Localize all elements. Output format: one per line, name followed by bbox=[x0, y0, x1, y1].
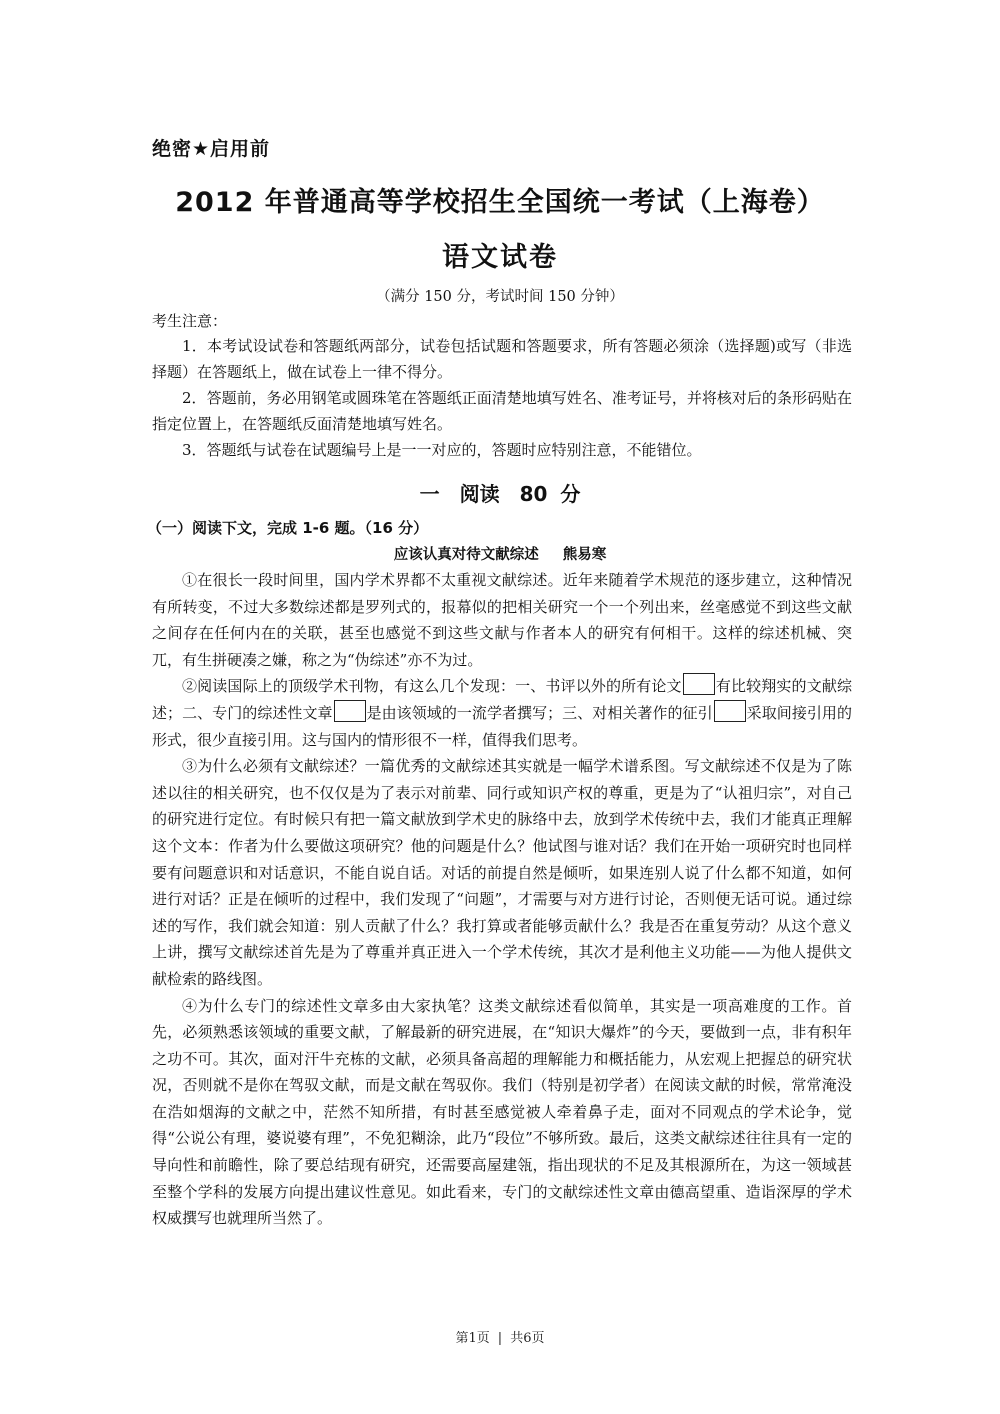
section-title: 一 阅读 80 分 bbox=[419, 482, 581, 506]
page-footer bbox=[300, 1327, 700, 1346]
answer-blank-1 bbox=[683, 673, 715, 695]
notice-item-1: 1．本考试设试卷和答题纸两部分，试卷包括试题和答题要求，所有答题必须涂（选择题)或写（非选择题）在答题纸上，做在试卷上一律不得分。 bbox=[152, 337, 852, 381]
answer-blank-3 bbox=[714, 700, 746, 722]
paragraph-1: ①在很长一段时间里，国内学术界都不太重视文献综述。近年来随着学术规范的逐步建立，这种情况有所转变，不过大多数综述都是罗列式的，报幕似的把相关研究一个一个列出来，丝毫感觉不到这些文献之间存在任何内在的关联，甚至也感觉不到这些文献与作者本人的研究有何相干。这样的综述机械、突兀，有生拼硬凑之嫌，称之为“伪综述”亦不为过。 bbox=[152, 571, 852, 669]
paragraph-2-part-b: 有比较翔实的文献综述；二、专门的综述性文章 bbox=[152, 677, 852, 722]
notice-heading: 考生注意： bbox=[152, 312, 228, 330]
notice-item-3: 3．答题纸与试卷在试题编号上是一一对应的，答题时应特别注意，不能错位。 bbox=[182, 441, 702, 459]
answer-blank-2 bbox=[334, 700, 366, 722]
paragraph-2 bbox=[152, 673, 852, 753]
notice-item-2: 2．答题前，务必用钢笔或圆珠笔在答题纸正面清楚地填写姓名、准考证号，并将核对后的条形码贴在指定位置上，在答题纸反面清楚地填写姓名。 bbox=[152, 389, 852, 433]
article-heading bbox=[200, 543, 800, 564]
exam-main-title: 2012 年普通高等学校招生全国统一考试（上海卷） bbox=[175, 187, 825, 218]
exam-subject-title: 语文试卷 bbox=[442, 242, 558, 273]
page-number: 第1页 bbox=[455, 1331, 490, 1346]
page-total: 共6页 bbox=[510, 1331, 545, 1346]
footer-separator: | bbox=[497, 1331, 503, 1346]
exam-info: （满分 150 分，考试时间 150 分钟） bbox=[376, 289, 624, 305]
paragraph-3: ③为什么必须有文献综述？一篇优秀的文献综述其实就是一幅学术谱系图。写文献综述不仅是为了陈述以往的相关研究，也不仅仅是为了表示对前辈、同行或知识产权的尊重，更是为了“认祖归宗”，对自己的研究进行定位。有时候只有把一篇文献放到学术史的脉络中去，放到学术传统中去，我们才能真正理解这个文本：作者为什么要做这项研究？他的问题是什么？他试图与谁对话？我们在开始一项研究时也同样要有问题意识和对话意识，不能自说自话。对话的前提自然是倾听，如果连别人说了什么都不知道，如何进行对话？正是在倾听的过程中，我们发现了“问题”，才需要与对方进行讨论，否则便无话可说。通过综述的写作，我们就会知道：别人贡献了什么？我打算或者能够贡献什么？我是否在重复劳动？从这个意义上讲，撰写文献综述首先是为了尊重并真正进入一个学术传统，其次才是利他主义功能——为他人提供文献检索的路线图。 bbox=[152, 757, 852, 988]
paragraph-2-part-c: 是由该领域的一流学者撰写；三、对相关著作的征引 bbox=[366, 703, 713, 722]
confidential-mark: 绝密★启用前 bbox=[152, 138, 271, 160]
part-heading: （一）阅读下文，完成 1-6 题。（16 分） bbox=[147, 519, 429, 537]
paragraph-4: ④为什么专门的综述性文章多由大家执笔？这类文献综述看似简单，其实是一项高难度的工作。首先，必须熟悉该领域的重要文献，了解最新的研究进展，在“知识大爆炸”的今天，要做到一点，非有积年之功不可。其次，面对汗牛充栋的文献，必须具备高超的理解能力和概括能力，从宏观上把握总的研究状况，否则就不是你在驾驭文献，而是文献在驾驭你。我们（特别是初学者）在阅读文献的时候，常常淹没在浩如烟海的文献之中，茫然不知所措，有时甚至感觉被人牵着鼻子走，面对不同观点的学术论争，觉得“公说公有理，婆说婆有理”，不免犯糊涂，此乃“段位”不够所致。最后，这类文献综述往往具有一定的导向性和前瞻性，除了要总结现有研究，还需要高屋建瓴，指出现状的不足及其根源所在，为这一领域甚至整个学科的发展方向提出建议性意见。如此看来，专门的文献综述性文章由德高望重、造诣深厚的学术权威撰写也就理所当然了。 bbox=[152, 996, 852, 1228]
paragraph-2-part-d: 采取间接引用的形式，很少直接引用。这与国内的情形很不一样，值得我们思考。 bbox=[152, 703, 852, 749]
article-title: 应该认真对待文献综述 bbox=[393, 546, 539, 563]
article-body bbox=[152, 567, 852, 1232]
notice-list bbox=[152, 333, 852, 463]
paragraph-2-part-a: ②阅读国际上的顶级学术刊物，有这么几个发现：一、书评以外的所有论文 bbox=[182, 677, 682, 696]
article-author: 熊易寒 bbox=[562, 546, 607, 563]
